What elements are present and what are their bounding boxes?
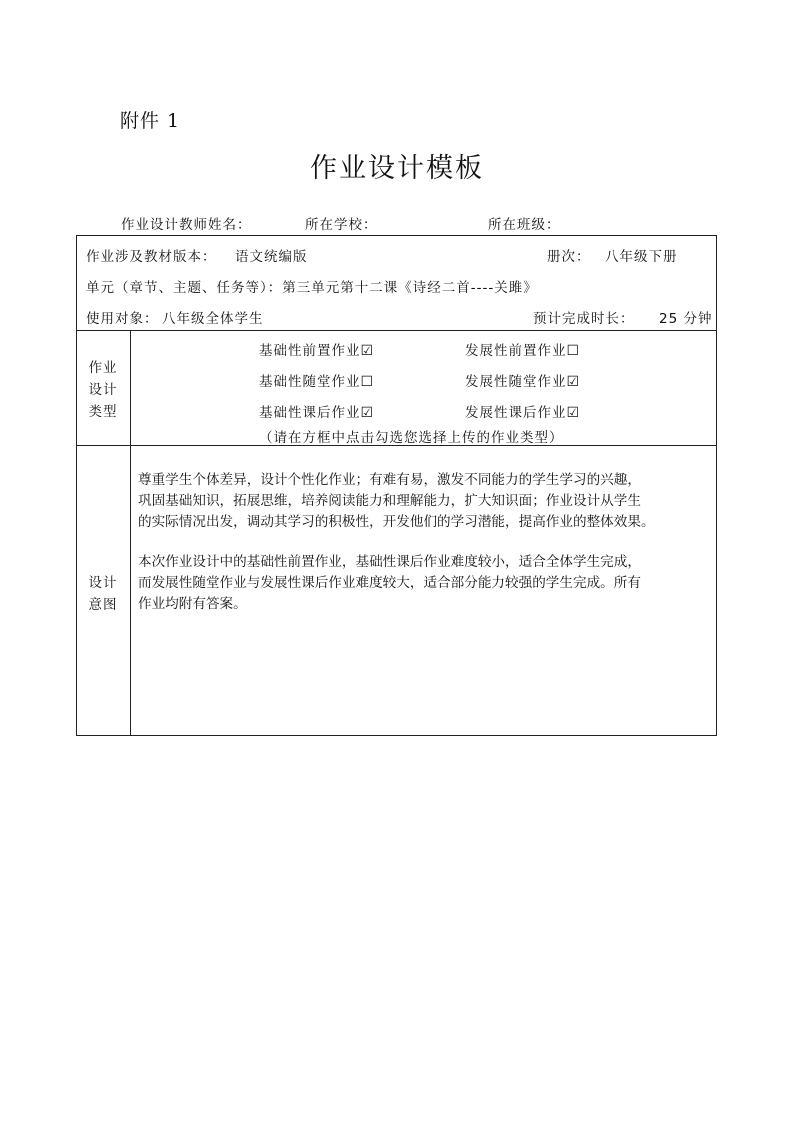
edition-value: 语文统编版 — [235, 249, 308, 265]
table-column-divider — [130, 330, 131, 735]
school-label: 所在学校： — [305, 217, 378, 233]
option-advanced-after[interactable]: 发展性课后作业☑ — [465, 405, 580, 421]
checkbox-checked-icon[interactable]: ☑ — [566, 405, 580, 421]
duration-value: 25 分钟 — [659, 311, 713, 327]
duration-label: 预计完成时长： — [533, 311, 635, 327]
table-divider — [77, 330, 716, 331]
assignment-type-label: 作业 设计 类型 — [88, 360, 118, 420]
volume-label: 册次： — [547, 249, 591, 265]
intent-paragraph-2: 本次作业设计中的基础性前置作业，基础性课后作业难度较小，适合全体学生完成， 而发展性随堂作业与发展性课后作业难度较大，适合部分能力较强的学生完成。所有 作业均附有答案。 — [138, 554, 641, 611]
audience-label: 使用对象： — [86, 311, 159, 327]
checkbox-checked-icon[interactable]: ☑ — [566, 374, 580, 390]
audience-value: 八年级全体学生 — [162, 311, 264, 327]
option-basic-pre[interactable]: 基础性前置作业☑ — [259, 343, 374, 359]
intent-paragraph-1: 尊重学生个体差异，设计个性化作业；有难有易，激发不同能力的学生学习的兴趣， 巩固基础知识，拓展思维，培养阅读能力和理解能力，扩大知识面；作业设计从学生 的实际情况出发，调动其学习的积极性，开发他们的学习潜能，提高作业的整体效果。 — [138, 472, 655, 529]
option-basic-after[interactable]: 基础性课后作业☑ — [259, 405, 374, 421]
checkbox-unchecked-icon[interactable]: ☐ — [566, 343, 580, 359]
checkbox-checked-icon[interactable]: ☑ — [360, 405, 374, 421]
teacher-name-label: 作业设计教师姓名： — [121, 217, 252, 233]
option-advanced-pre[interactable]: 发展性前置作业☐ — [465, 343, 580, 359]
assignment-form-table — [76, 235, 717, 736]
volume-value: 八年级下册 — [605, 249, 678, 265]
unit-text: 单元（章节、主题、任务等）：第三单元第十二课《诗经二首----关雎》 — [86, 280, 538, 296]
design-intent-label: 设计 意图 — [88, 575, 118, 613]
attachment-label: 附件 1 — [120, 110, 181, 132]
edition-label: 作业涉及教材版本： — [86, 249, 217, 265]
class-label: 所在班级： — [488, 217, 561, 233]
checkbox-unchecked-icon[interactable]: ☐ — [360, 374, 374, 390]
option-basic-inclass[interactable]: 基础性随堂作业☐ — [259, 374, 374, 390]
checkbox-checked-icon[interactable]: ☑ — [360, 343, 374, 359]
option-advanced-inclass[interactable]: 发展性随堂作业☑ — [465, 374, 580, 390]
type-selection-hint: （请在方框中点击勾选您选择上传的作业类型） — [259, 430, 564, 446]
page-title: 作业设计模板 — [310, 153, 484, 184]
